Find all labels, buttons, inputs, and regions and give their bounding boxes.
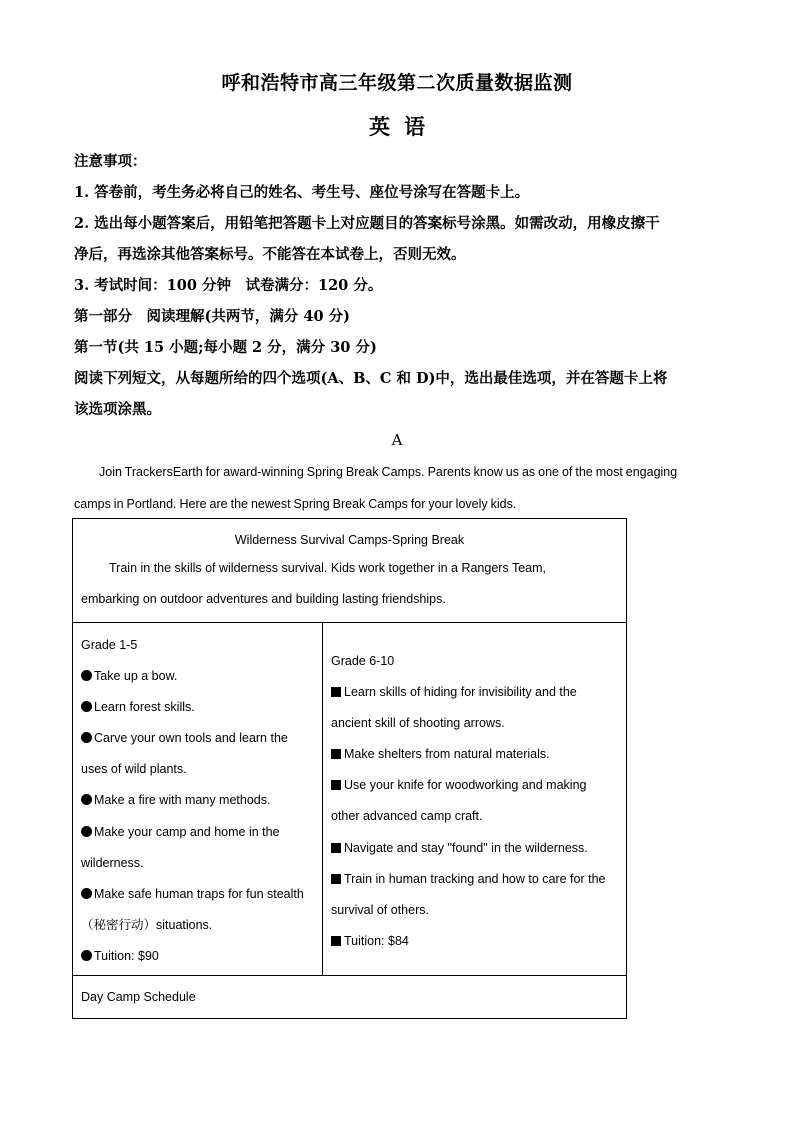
tuition-item: Tuition: $90	[81, 941, 314, 972]
square-bullet-icon	[331, 874, 341, 884]
square-bullet-icon	[331, 780, 341, 790]
camp-description	[81, 553, 618, 615]
camp-title: Wilderness Survival Camps-Spring Break	[234, 533, 465, 547]
section-one-heading: 第一节(共 15 小题;每小题 2 分，满分 30 分)	[74, 339, 377, 356]
list-item: Use your knife for woodworking and making	[331, 770, 618, 801]
square-bullet-icon	[331, 843, 341, 853]
list-item: Navigate and stay "found" in the wilderness.	[331, 833, 618, 864]
schedule-heading: Day Camp Schedule	[81, 990, 196, 1004]
subject-title: 英语	[369, 114, 439, 139]
exam-title: 呼和浩特市高三年级第二次质量数据监测	[221, 72, 573, 94]
camp-desc-line-1: Train in the skills of wilderness survival. Kids work together in a Rangers Team,	[109, 561, 546, 575]
round-bullet-icon	[81, 701, 92, 712]
intro-line-2: camps in Portland. Here are the newest Spring Break Camps for your lovely kids.	[74, 497, 517, 511]
grade-label: Grade 1-5	[81, 638, 138, 652]
schedule-cell	[73, 976, 627, 1019]
list-item: Train in human tracking and how to care for the	[331, 864, 618, 895]
instruction-line-2: 该选项涂黑。	[74, 401, 161, 418]
intro-line-1: Join TrackersEarth for award-winning Spring Break Camps. Parents know us as one of the most engaging	[99, 465, 678, 479]
list-item: Make shelters from natural materials.	[331, 739, 618, 770]
list-item-continued: other advanced camp craft.	[331, 809, 483, 824]
list-item-continued: uses of wild plants.	[81, 762, 187, 777]
notice-item-2-line-2: 净后，再选涂其他答案标号。不能答在本试卷上，否则无效。	[74, 246, 466, 263]
list-item: Make your camp and home in the	[81, 817, 314, 848]
instruction-line-1: 阅读下列短文，从每题所给的四个选项(A、B、C 和 D)中，选出最佳选项，并在答题卡上将	[74, 370, 668, 387]
tuition-item: Tuition: $84	[331, 926, 618, 957]
round-bullet-icon	[81, 670, 92, 681]
passage-intro	[74, 456, 724, 520]
notice-item-2-line-1: 2. 选出每小题答案后，用铅笔把答题卡上对应题目的答案标号涂黑。如需改动，用橡皮擦干	[74, 215, 660, 232]
list-item-continued: （秘密行动）situations.	[81, 917, 213, 932]
list-item: Make safe human traps for fun stealth	[81, 879, 314, 910]
passage-label: A	[391, 431, 403, 449]
list-item: Take up a bow.	[81, 661, 314, 692]
square-bullet-icon	[331, 749, 341, 759]
list-item-continued: survival of others.	[331, 902, 429, 917]
notice-item-3: 3. 考试时间：100 分钟 试卷满分：120 分。	[74, 277, 383, 294]
square-bullet-icon	[331, 687, 341, 697]
notice-item-1: 1. 答卷前，考生务必将自己的姓名、考生号、座位号涂写在答题卡上。	[74, 184, 530, 201]
grade-1-5-cell	[73, 623, 323, 976]
round-bullet-icon	[81, 888, 92, 899]
list-item: Carve your own tools and learn the	[81, 723, 314, 754]
round-bullet-icon	[81, 950, 92, 961]
round-bullet-icon	[81, 826, 92, 837]
list-item-continued: wilderness.	[81, 855, 144, 870]
round-bullet-icon	[81, 794, 92, 805]
notice-block	[74, 146, 734, 425]
list-item: Make a fire with many methods.	[81, 785, 314, 816]
list-item: Learn skills of hiding for invisibility and the	[331, 677, 618, 708]
grade-6-10-cell	[323, 623, 627, 976]
part-one-heading: 第一部分 阅读理解(共两节，满分 40 分)	[74, 308, 350, 325]
list-item: Learn forest skills.	[81, 692, 314, 723]
square-bullet-icon	[331, 936, 341, 946]
grade-label: Grade 6-10	[331, 654, 395, 668]
camp-table	[72, 518, 627, 1019]
camp-desc-line-2: embarking on outdoor adventures and building lasting friendships.	[81, 592, 446, 606]
camp-header-cell	[73, 519, 627, 623]
list-item-continued: ancient skill of shooting arrows.	[331, 716, 505, 731]
round-bullet-icon	[81, 732, 92, 743]
notice-heading: 注意事项：	[74, 153, 147, 170]
